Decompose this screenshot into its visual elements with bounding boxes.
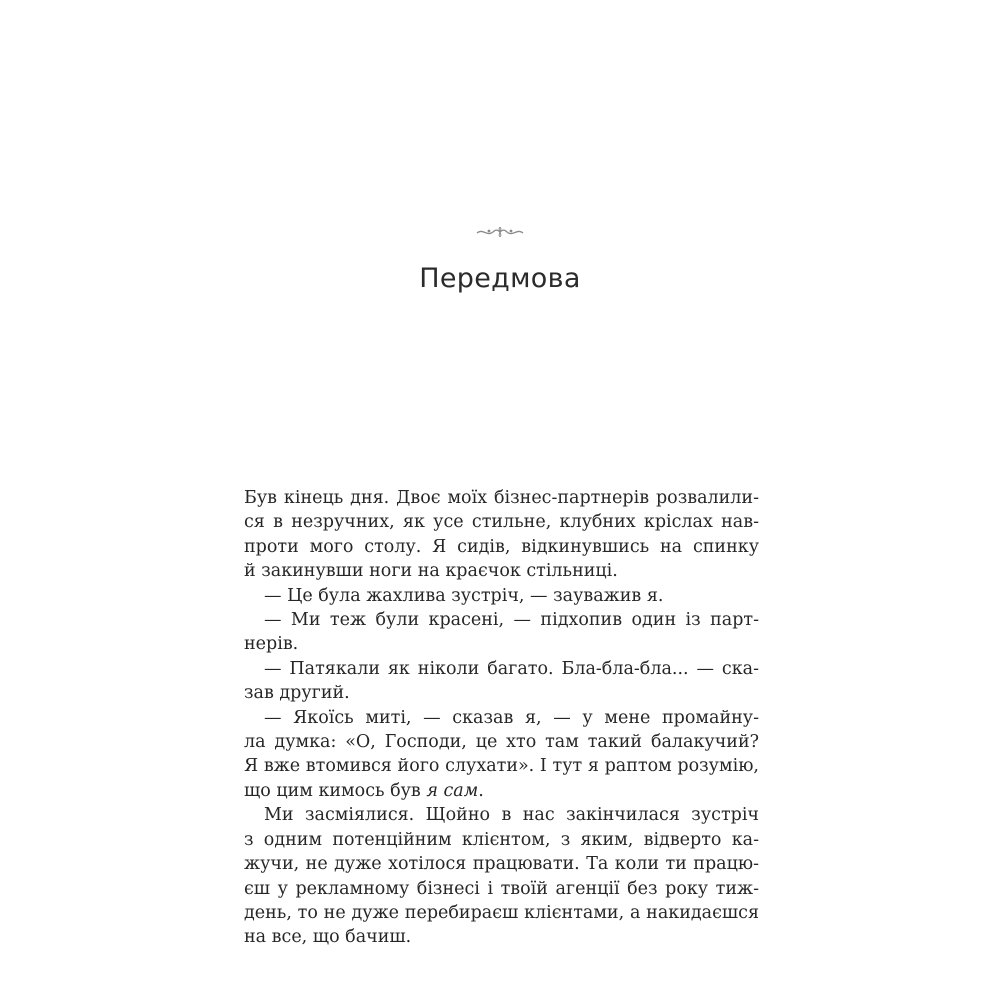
text-line: — Якоїсь миті, — сказав я, — у мене промайну- (264, 707, 759, 728)
text-line: ся в незручних, як усе стильне, клубних кріслах нав- (244, 512, 759, 533)
text-line: нерів. (244, 634, 299, 655)
text-line: Був кінець дня. Двоє моїх бізнес-партнерів розвалили- (244, 488, 759, 508)
text-line: — Це була жахлива зустріч, — зауважив я. (264, 585, 664, 606)
text-line: жучи, не дуже хотілося працювати. Та коли ти працю- (244, 854, 759, 875)
chapter-title: Передмова (419, 263, 581, 294)
text-line: єш у рекламному бізнесі і твоїй агенції без року тиж- (244, 878, 759, 899)
text-line: й закинувши ноги на краєчок стільниці. (244, 561, 618, 582)
flourish-ornament-icon (475, 222, 525, 242)
text-line: проти мого столу. Я сидів, відкинувшись на спинку (244, 536, 759, 557)
text-line: на все, що бачиш. (244, 927, 412, 948)
text-fragment: що цим кимось був (244, 780, 427, 801)
text-line: — Ми теж були красені, — підхопив один із парт- (264, 610, 759, 631)
text-line: — Патякали як ніколи багато. Бла-бла-бла... — ска- (264, 658, 759, 679)
text-line: день, то не дуже перебираєш клієнтами, а накидаєшся (244, 902, 759, 923)
italic-text: я сам (426, 780, 479, 801)
text-line: зав другий. (244, 683, 350, 704)
text-line: Ми засміялися. Щойно в нас закінчилася зустріч (264, 805, 759, 826)
text-line: з одним потенційним клієнтом, з яким, відверто ка- (244, 829, 759, 850)
text-line-mixed (244, 779, 759, 803)
text-line: Я вже втомився його слухати». І тут я раптом розумію, (244, 756, 759, 777)
body-text (244, 486, 759, 950)
text-fragment: . (478, 780, 484, 801)
text-line: ла думка: «О, Господи, це хто там такий балакучий? (244, 732, 759, 753)
